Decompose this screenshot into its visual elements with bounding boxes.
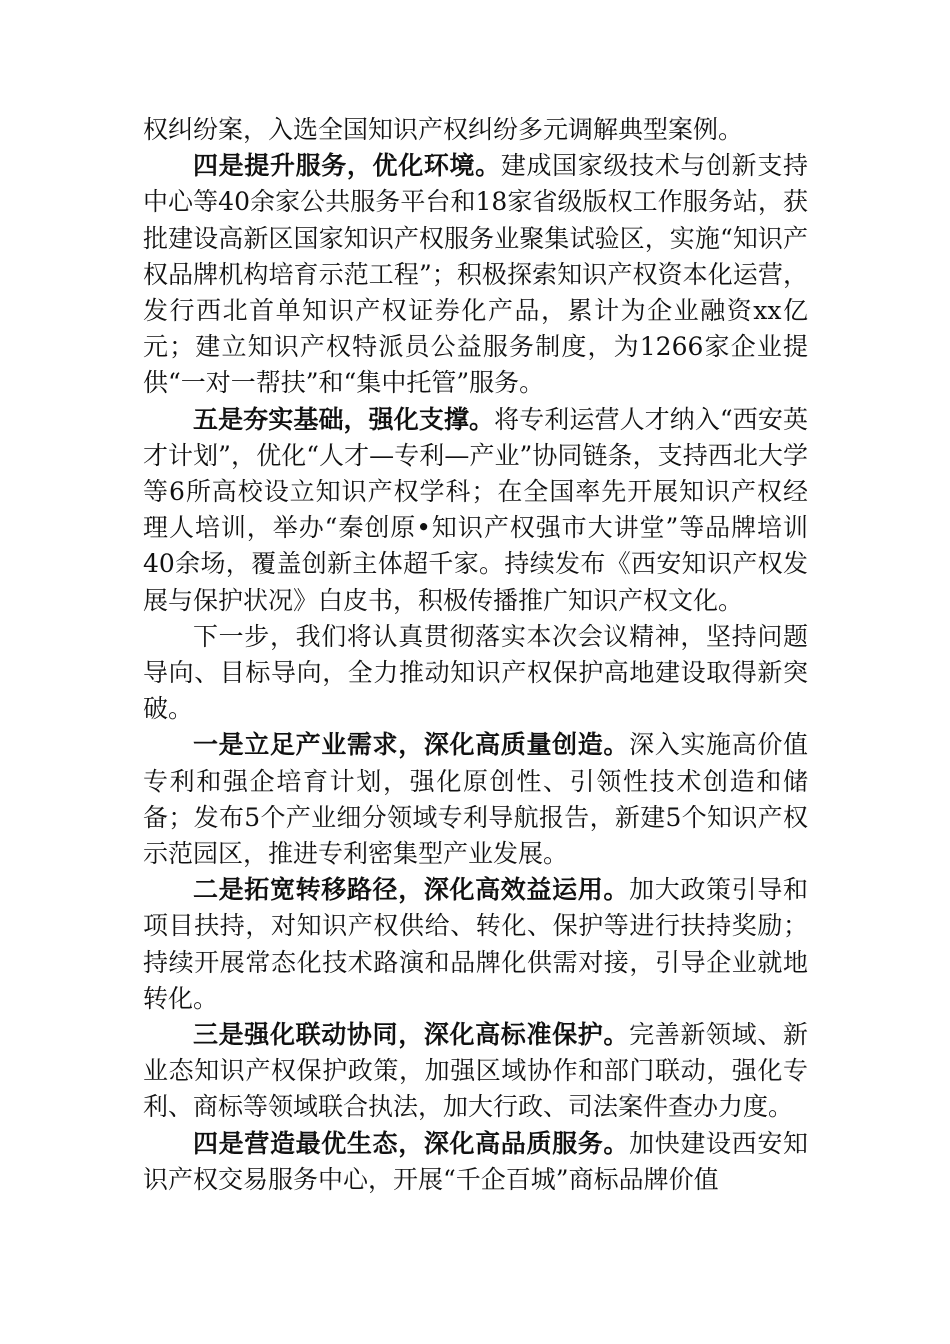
paragraph-text: 下一步，我们将认真贯彻落实本次会议精神，坚持问题导向、目标导向，全力推动知识产权保护高地建设取得新突破。 [143, 621, 808, 724]
paragraph-text: 加快建设西安知识产权交易服务中心，开展“千企百城”商标品牌价值 [143, 1128, 808, 1194]
paragraph-lead: 一是立足产业需求，深化高质量创造。 [193, 730, 630, 760]
paragraph-text: 加大政策引导和项目扶持，对知识产权供给、转化、保护等进行扶持奖励；持续开展常态化技术路演和品牌化供需对接，引导企业就地转化。 [143, 875, 808, 1013]
paragraph-7 [143, 1017, 808, 1126]
paragraph-4 [143, 619, 808, 728]
paragraph-3 [143, 402, 808, 619]
paragraph-lead: 五是夯实基础，强化支撑。 [193, 404, 495, 434]
paragraph-text: 权纠纷案，入选全国知识产权纠纷多元调解典型案例。 [143, 115, 744, 144]
paragraph-6 [143, 872, 808, 1017]
document-body [143, 112, 808, 1198]
paragraph-lead: 三是强化联动协同，深化高标准保护。 [193, 1020, 630, 1050]
paragraph-text: 建成国家级技术与创新支持中心等40余家公共服务平台和18家省级版权工作服务站，获批建设高新区国家知识产权服务业聚集试验区，实施“知识产权品牌机构培育示范工程”；积极探索知识产权资本化运营，发行西北首单知识产权证券化产品，累计为企业融资xx亿元；建立知识产权特派员公益服务制度，为1266家企业提供“一对一帮扶”和“集中托管”服务。 [143, 151, 808, 398]
paragraph-text: 深入实施高价值专利和强企培育计划，强化原创性、引领性技术创造和储备；发布5个产业细分领域专利导航报告，新建5个知识产权示范园区，推进专利密集型产业发展。 [143, 730, 808, 869]
paragraph-8 [143, 1126, 808, 1198]
paragraph-lead: 四是营造最优生态，深化高品质服务。 [193, 1128, 630, 1158]
paragraph-5 [143, 727, 808, 872]
paragraph-lead: 四是提升服务，优化环境。 [193, 151, 501, 181]
paragraph-1 [143, 112, 808, 148]
paragraph-text: 将专利运营人才纳入“西安英才计划”，优化“人才—专利—产业”协同链条，支持西北大学等6所高校设立知识产权学科；在全国率先开展知识产权经理人培训，举办“秦创原•知识产权强市大讲堂”等品牌培训40余场，覆盖创新主体超千家。持续发布《西安知识产权发展与保护状况》白皮书，积极传播推广知识产权文化。 [143, 404, 808, 615]
paragraph-text: 完善新领域、新业态知识产权保护政策，加强区域协作和部门联动，强化专利、商标等领域联合执法，加大行政、司法案件查办力度。 [143, 1020, 808, 1122]
paragraph-2 [143, 148, 808, 401]
paragraph-lead: 二是拓宽转移路径，深化高效益运用。 [193, 875, 630, 905]
